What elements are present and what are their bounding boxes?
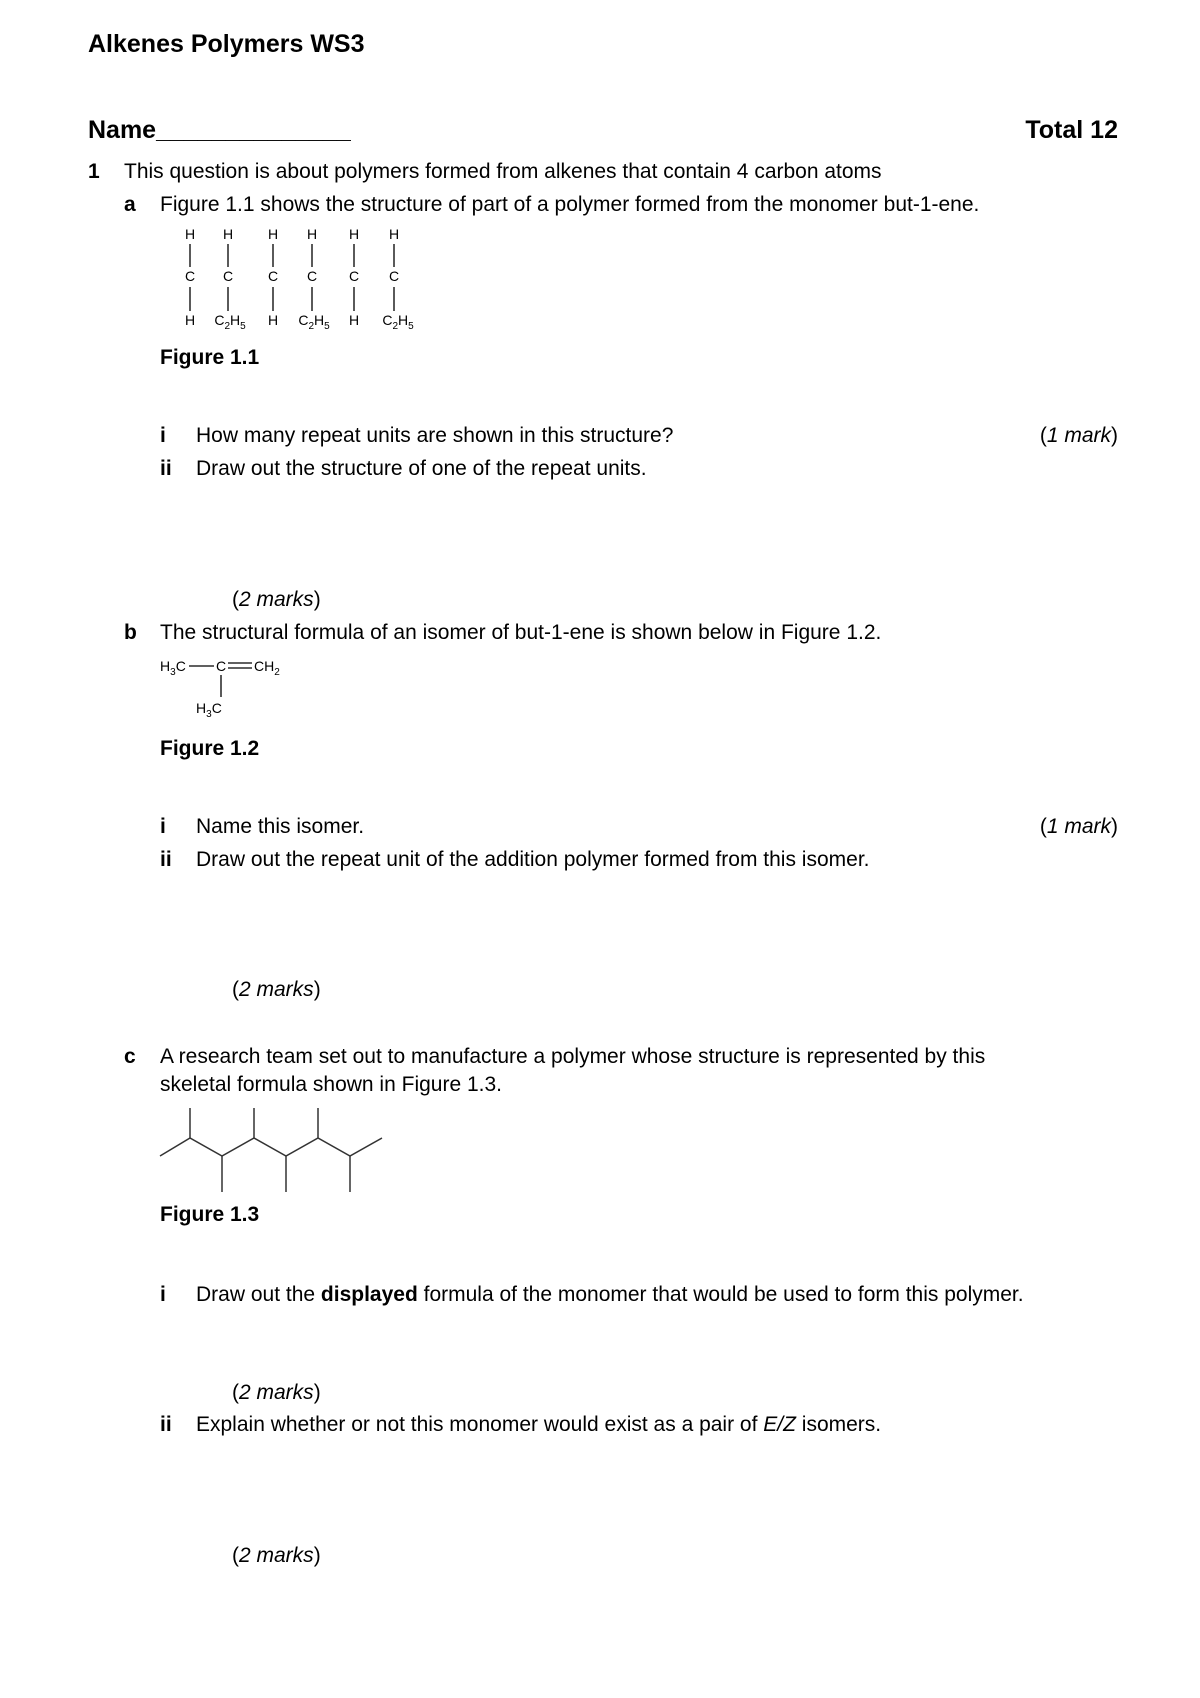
part-b-label: b [124, 621, 137, 644]
part-a-label: a [124, 193, 136, 216]
part-c-i-label: i [160, 1283, 166, 1306]
part-c-i-marks: (2 marks) [232, 1381, 321, 1404]
part-c-label: c [124, 1045, 136, 1068]
fig1-carbon: C [184, 268, 196, 284]
fig1-bottom-ethyl: $C_2H_5$ [382, 312, 414, 332]
fig1-top-h: H [306, 226, 318, 242]
part-b-i-marks: (1 mark) [1039, 815, 1118, 838]
part-c-text-line2: skeletal formula shown in Figure 1.3. [160, 1073, 502, 1096]
figure-1-2-caption: Figure 1.2 [160, 737, 260, 760]
part-c-ii-label: ii [160, 1413, 172, 1436]
fig1-carbon: C [306, 268, 318, 284]
fig1-bottom: H [348, 312, 360, 328]
total-marks: Total 12 [1025, 116, 1118, 144]
part-a-i-marks: (1 mark) [1039, 424, 1118, 447]
part-a-i-text: How many repeat units are shown in this structure? [196, 424, 674, 447]
figure-1-1-structure [170, 225, 440, 335]
question-stem: This question is about polymers formed from alkenes that contain 4 carbon atoms [124, 160, 882, 183]
fig1-top-h: H [222, 226, 234, 242]
part-c-ii-text: Explain whether or not this monomer would exist as a pair of E/Z isomers. [196, 1413, 882, 1436]
fig1-carbon: C [388, 268, 400, 284]
fig1-top-h: H [348, 226, 360, 242]
fig2-lower-group: $H_3C$ [196, 700, 222, 720]
part-a-ii-label: ii [160, 457, 172, 480]
part-a-i-label: i [160, 424, 166, 447]
fig1-bottom-ethyl: $C_2H_5$ [298, 312, 330, 332]
fig1-bottom-ethyl: $C_2H_5$ [214, 312, 246, 332]
fig1-bottom: H [184, 312, 196, 328]
part-b-text: The structural formula of an isomer of but-1-ene is shown below in Figure 1.2. [160, 621, 882, 644]
part-a-ii-text: Draw out the structure of one of the repeat units. [196, 457, 647, 480]
part-a-ii-marks: (2 marks) [232, 588, 321, 611]
part-b-i-label: i [160, 815, 166, 838]
part-a-text: Figure 1.1 shows the structure of part of a polymer formed from the monomer but-1-ene. [160, 193, 980, 216]
name-row [88, 116, 351, 145]
fig3-backbone-zigzag [160, 1138, 382, 1156]
fig2-right-group: $CH_2$ [254, 658, 280, 678]
fig1-top-h: H [184, 226, 196, 242]
part-c-i-text: Draw out the displayed formula of the monomer that would be used to form this polymer. [196, 1283, 1024, 1306]
part-c-ii-marks: (2 marks) [232, 1544, 321, 1567]
part-c-text-line1: A research team set out to manufacture a polymer whose structure is represented by this [160, 1045, 986, 1068]
page-title: Alkenes Polymers WS3 [88, 30, 365, 58]
fig1-carbon: C [267, 268, 279, 284]
fig2-centre-carbon: C [216, 658, 227, 674]
fig1-carbon: C [348, 268, 360, 284]
name-label: Name [88, 116, 157, 144]
fig1-carbon: C [222, 268, 234, 284]
fig1-top-h: H [388, 226, 400, 242]
name-blank: ______________ [156, 116, 351, 144]
figure-1-3-caption: Figure 1.3 [160, 1203, 260, 1226]
part-b-ii-label: ii [160, 848, 172, 871]
question-number: 1 [88, 160, 100, 183]
figure-1-2-structure [158, 652, 308, 722]
part-b-ii-marks: (2 marks) [232, 978, 321, 1001]
part-b-i-text: Name this isomer. [196, 815, 365, 838]
part-b-ii-text: Draw out the repeat unit of the addition polymer formed from this isomer. [196, 848, 870, 871]
fig1-bottom: H [267, 312, 279, 328]
figure-1-1-caption: Figure 1.1 [160, 346, 260, 369]
figure-1-3-skeletal-formula [158, 1105, 398, 1195]
fig2-left-group: $H_3C$ [160, 658, 186, 678]
fig1-top-h: H [267, 226, 279, 242]
